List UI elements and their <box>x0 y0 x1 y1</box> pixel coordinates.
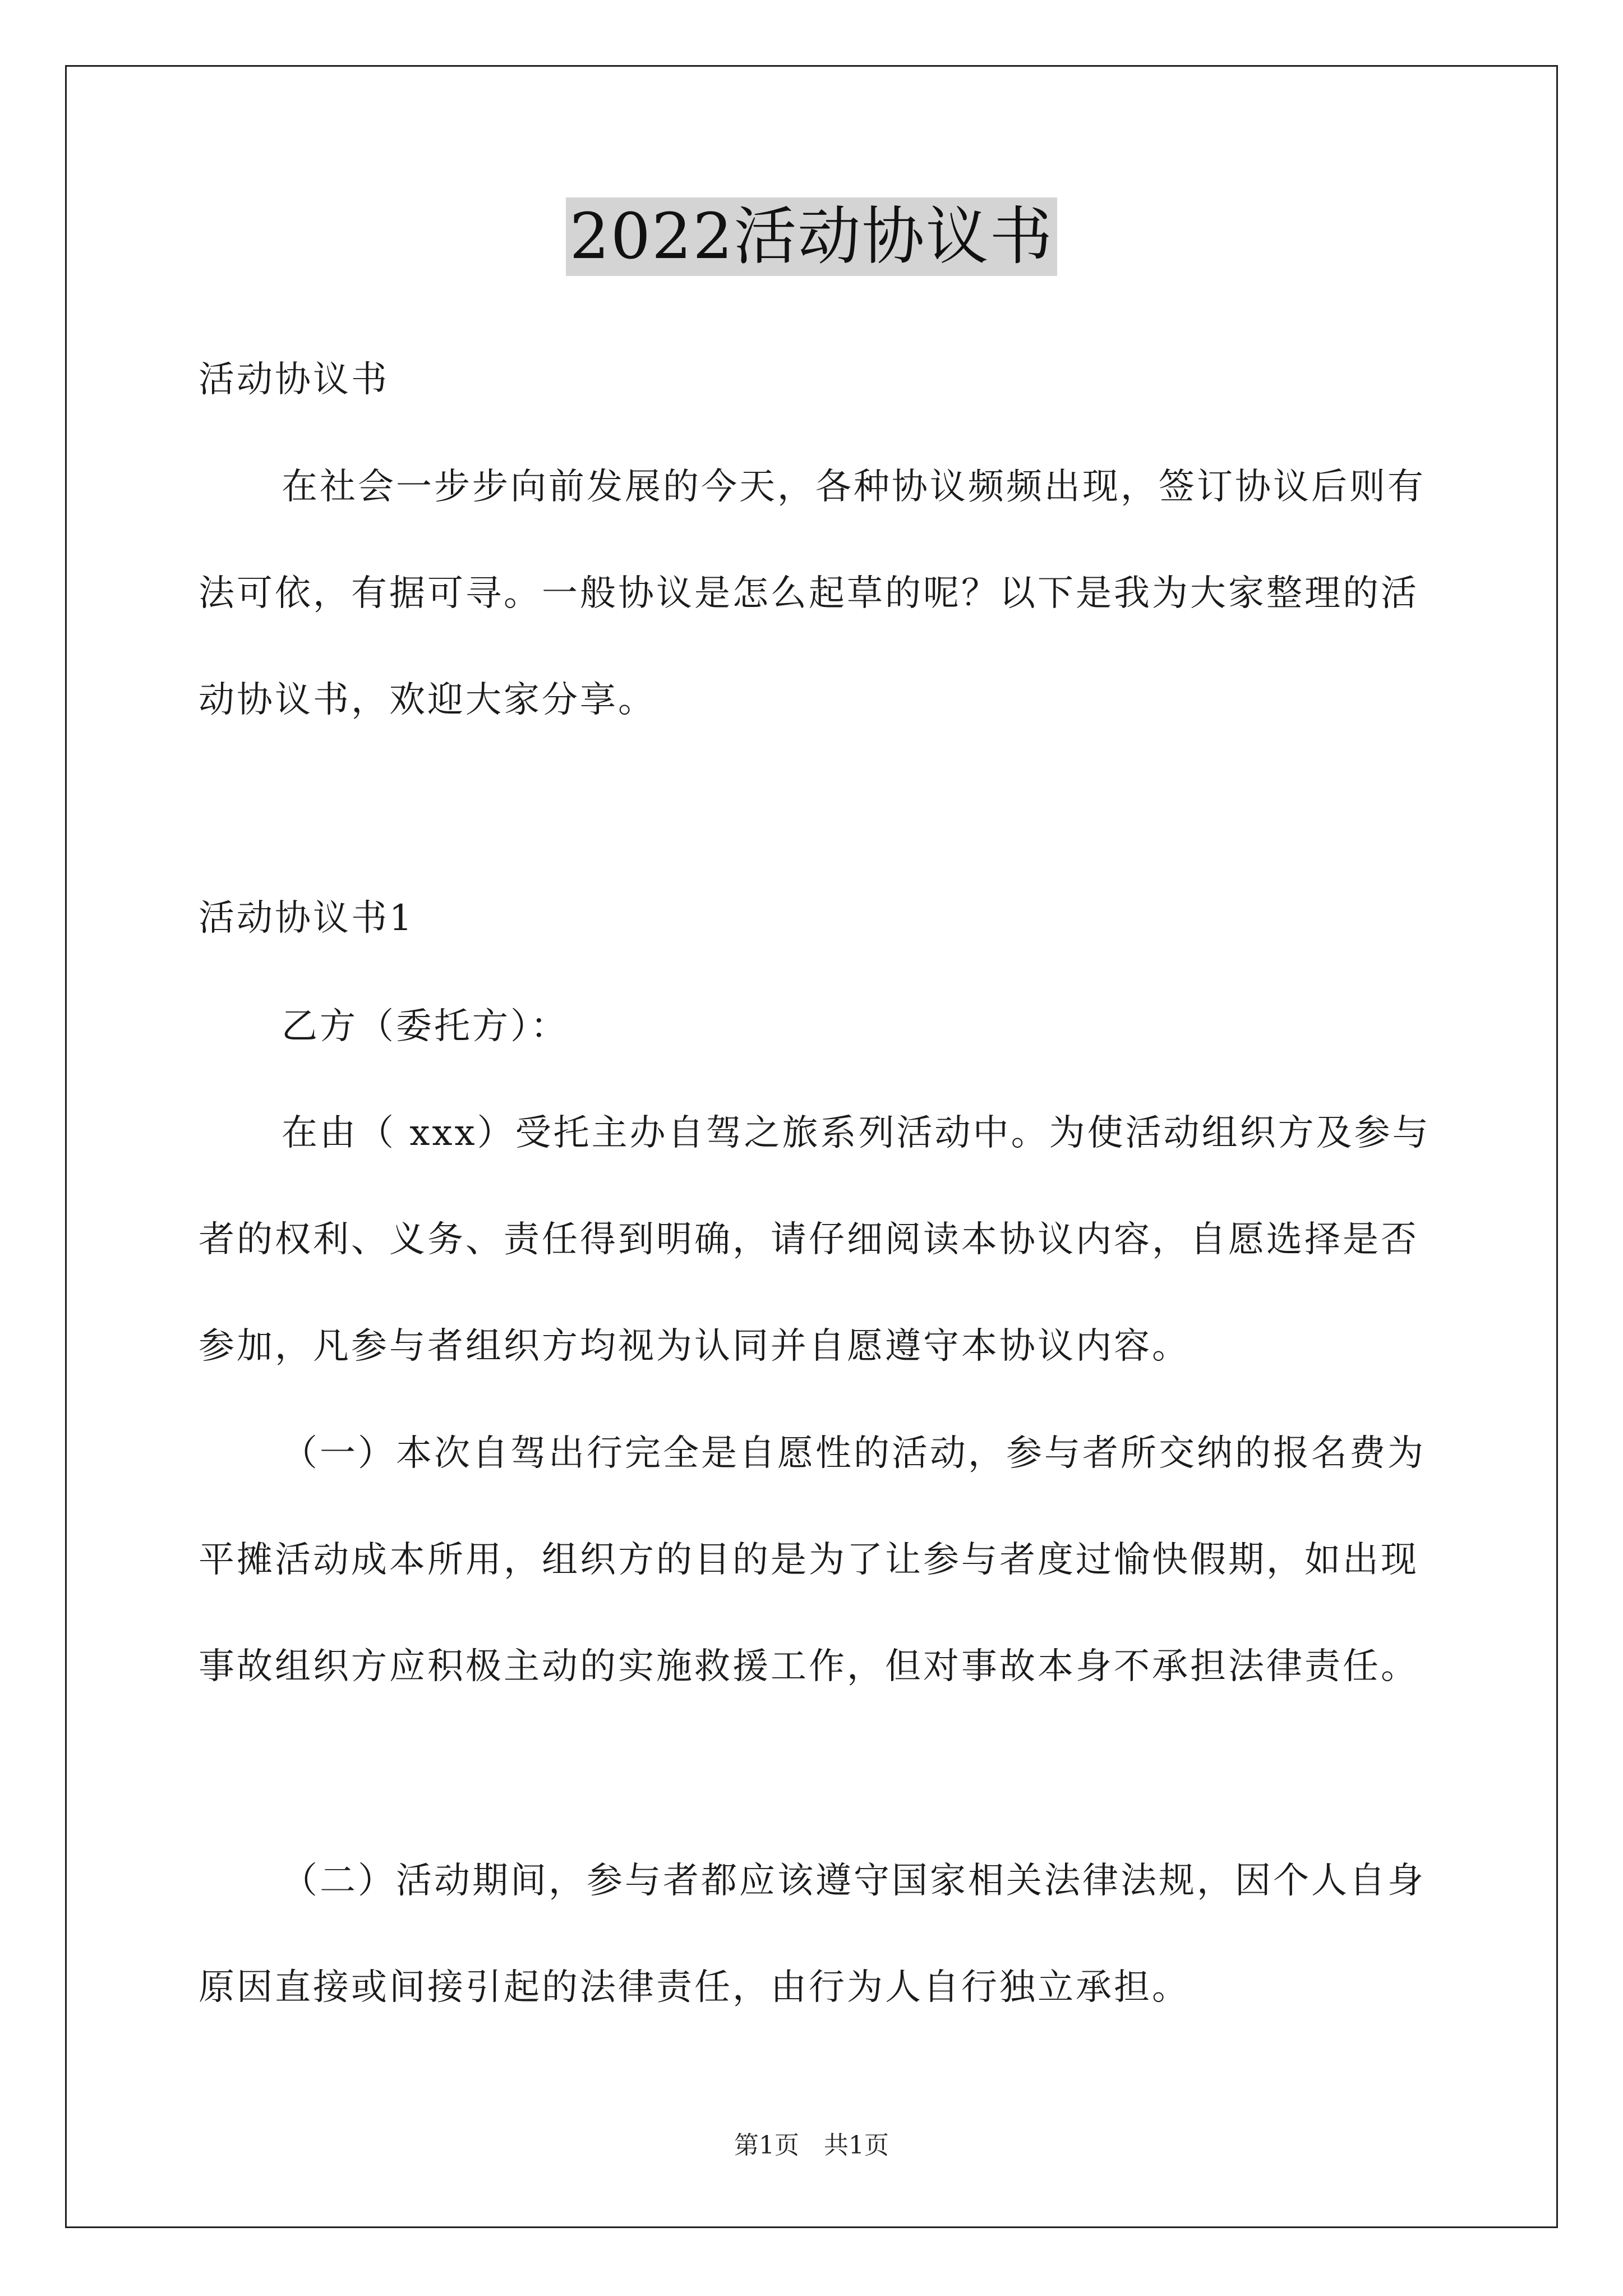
body-paragraph-1: 在由（ xxx）受托主办自驾之旅系列活动中。为使活动组织方及参与者的权利、义务、责任得到明确，请仔细阅读本协议内容，自愿选择是否参加，凡参与者组织方均视为认同并自愿遵守本协议内容。 <box>199 1112 1431 1367</box>
body-paragraph-3: （二）活动期间，参与者都应该遵守国家相关法律法规，因个人自身原因直接或间接引起的法律责任，由行为人自行独立承担。 <box>199 1860 1426 2008</box>
document-title: 2022活动协议书 <box>566 197 1057 276</box>
title-container <box>0 197 1623 276</box>
page-footer: 第1页 共1页 <box>734 2131 889 2160</box>
intro-paragraph: 在社会一步步向前发展的今天，各种协议频频出现，签订协议后则有法可依，有据可寻。一般协议是怎么起草的呢？以下是我为大家整理的活动协议书，欢迎大家分享。 <box>199 466 1426 721</box>
party-line: 乙方（委托方）： <box>282 1006 569 1047</box>
section-heading: 活动协议书1 <box>199 898 414 939</box>
document-heading: 活动协议书 <box>199 359 389 401</box>
body-paragraph-2: （一）本次自驾出行完全是自愿性的活动，参与者所交纳的报名费为平摊活动成本所用，组织方的目的是为了让参与者度过愉快假期，如出现事故组织方应积极主动的实施救援工作，但对事故本身不承担法律责任。 <box>199 1433 1426 1687</box>
